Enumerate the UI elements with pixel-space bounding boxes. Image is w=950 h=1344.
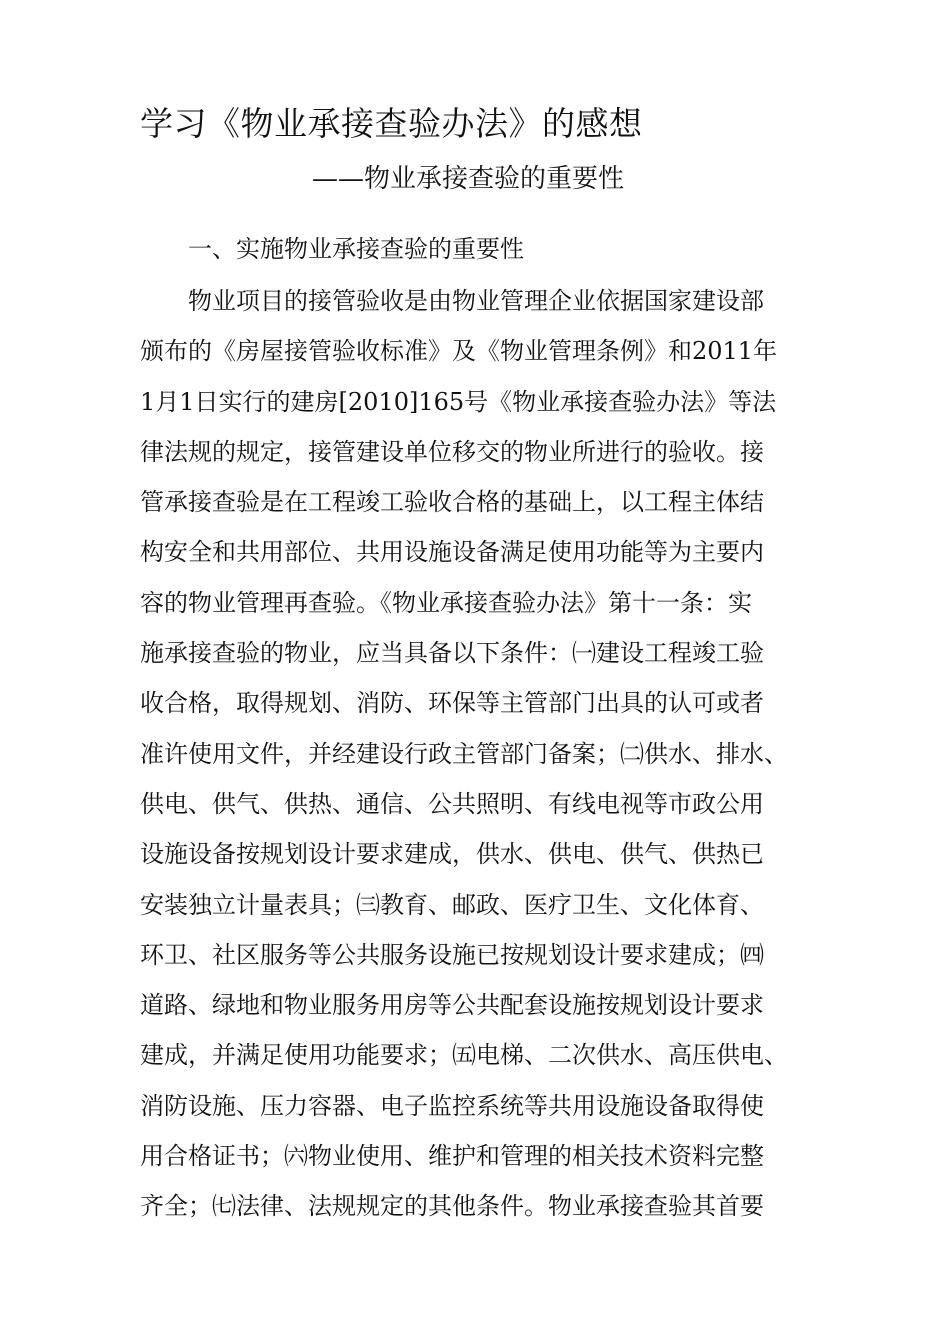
body-line: 安装独立计量表具；㈢教育、邮政、医疗卫生、文化体育、 xyxy=(140,890,764,919)
body-line: 齐全；㈦法律、法规规定的其他条件。物业承接查验其首要 xyxy=(140,1192,764,1221)
body-line: 物业项目的接管验收是由物业管理企业依据国家建设部 xyxy=(188,287,764,315)
body-line: 设施设备按规划设计要求建成，供水、供电、供气、供热已 xyxy=(140,840,764,869)
body-line: 1月1日实行的建房[2010]165号《物业承接查验办法》等法 xyxy=(140,387,777,416)
section-heading: 一、实施物业承接查验的重要性 xyxy=(188,235,524,263)
document-subtitle: ——物业承接查验的重要性 xyxy=(312,164,625,194)
body-line: 容的物业管理再查验。《物业承接查验办法》第十一条：实 xyxy=(140,588,752,617)
body-line: 环卫、社区服务等公共服务设施已按规划设计要求建成；㈣ xyxy=(140,940,764,969)
body-line: 收合格，取得规划、消防、环保等主管部门出具的认可或者 xyxy=(140,689,764,718)
body-line: 律法规的规定，接管建设单位移交的物业所进行的验收。接 xyxy=(140,437,764,466)
body-paragraph xyxy=(140,283,840,1239)
body-line: 建成，并满足使用功能要求；㈤电梯、二次供水、高压供电、 xyxy=(140,1041,788,1070)
body-line: 用合格证书；㈥物业使用、维护和管理的相关技术资料完整 xyxy=(140,1142,764,1171)
body-line: 管承接查验是在工程竣工验收合格的基础上，以工程主体结 xyxy=(140,488,764,517)
body-line: 施承接查验的物业，应当具备以下条件：㈠建设工程竣工验 xyxy=(140,639,764,668)
body-line: 颁布的《房屋接管验收标准》及《物业管理条例》和2011年 xyxy=(140,337,778,366)
body-line: 构安全和共用部位、共用设施设备满足使用功能等为主要内 xyxy=(140,538,764,567)
body-line: 道路、绿地和物业服务用房等公共配套设施按规划设计要求 xyxy=(140,991,764,1020)
body-line: 供电、供气、供热、通信、公共照明、有线电视等市政公用 xyxy=(140,789,764,818)
body-line: 准许使用文件，并经建设行政主管部门备案；㈡供水、排水、 xyxy=(140,739,788,768)
body-line: 消防设施、压力容器、电子监控系统等共用设施设备取得使 xyxy=(140,1091,764,1120)
document-title: 学习《物业承接查验办法》的感想 xyxy=(140,104,643,143)
